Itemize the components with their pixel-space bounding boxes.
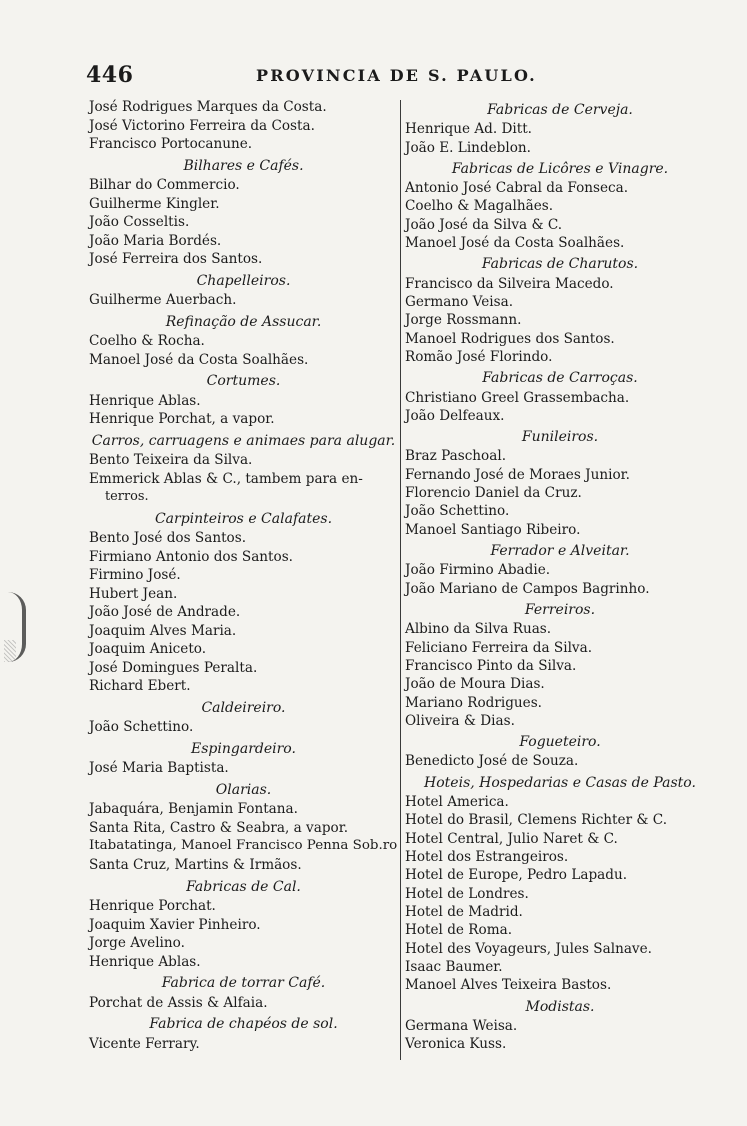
- section-heading: Ferrador e Alveitar.: [490, 543, 630, 560]
- directory-entry: Santa Cruz, Martins & Irmãos.: [89, 857, 302, 874]
- directory-entry: Joaquim Xavier Pinheiro.: [89, 916, 261, 933]
- directory-entry: Benedicto José de Souza.: [405, 753, 579, 770]
- section-heading: Olarias.: [215, 781, 272, 798]
- directory-entry: Fernando José de Moraes Junior.: [405, 466, 630, 483]
- section-heading: Chapelleiros.: [196, 272, 291, 289]
- directory-entry: Hotel de Londres.: [405, 885, 529, 902]
- directory-entry: Manoel Rodrigues dos Santos.: [405, 330, 615, 347]
- directory-entry: João Mariano de Campos Bagrinho.: [405, 580, 650, 597]
- directory-entry: Hotel Central, Julio Naret & C.: [405, 830, 618, 847]
- directory-entry: Santa Rita, Castro & Seabra, a vapor.: [89, 819, 349, 836]
- directory-entry: Francisco Pinto da Silva.: [405, 657, 577, 674]
- directory-entry: Vicente Ferrary.: [89, 1035, 200, 1052]
- directory-entry: Guilherme Auerbach.: [89, 292, 237, 309]
- section-heading: Modistas.: [525, 998, 595, 1015]
- directory-entry: Coelho & Magalhães.: [405, 198, 554, 215]
- directory-entry: Henrique Porchat.: [89, 898, 216, 914]
- directory-entry: Bento Teixeira da Silva.: [89, 452, 253, 469]
- entry-continuation: terros.: [105, 489, 149, 505]
- directory-entry: João Firmino Abadie.: [405, 562, 551, 579]
- directory-entry: Itabatatinga, Manoel Francisco Penna Sob.ro: [89, 838, 398, 854]
- section-heading: Fabricas de Carroças.: [482, 370, 638, 387]
- directory-entry: João de Moura Dias.: [405, 676, 545, 693]
- section-heading: Fabricas de Charutos.: [481, 256, 639, 273]
- left-column: [89, 98, 398, 1053]
- directory-entry: Antonio José Cabral da Fonseca.: [405, 180, 629, 197]
- directory-entry: Manoel José da Costa Soalhães.: [405, 235, 625, 252]
- directory-entry: Hotel de Europe, Pedro Lapadu.: [405, 867, 628, 884]
- section-heading: Espingardeiro.: [191, 740, 296, 757]
- directory-entry: João José de Andrade.: [89, 604, 241, 621]
- directory-entry: Henrique Ad. Ditt.: [405, 121, 532, 138]
- section-heading: Funileiros.: [521, 429, 599, 446]
- section-heading: Fabricas de Cerveja.: [487, 102, 633, 118]
- section-heading: Cortumes.: [206, 373, 281, 390]
- directory-entry: Germana Weisa.: [405, 1017, 518, 1034]
- directory-entry: Hotel de Roma.: [405, 922, 513, 939]
- column-divider: [400, 100, 401, 1060]
- section-heading: Bilhares e Cafés.: [183, 157, 304, 174]
- directory-entry: Jabaquára, Benjamin Fontana.: [89, 801, 298, 818]
- directory-entry: Veronica Kuss.: [405, 1036, 507, 1053]
- directory-entry: José Domingues Peralta.: [89, 659, 258, 676]
- directory-entry: Emmerick Ablas & C., tambem para en-: [89, 470, 363, 487]
- directory-entry: Francisco Portocanune.: [89, 136, 253, 153]
- directory-entry: José Ferreira dos Santos.: [89, 251, 263, 268]
- section-heading: Carpinteiros e Calafates.: [154, 510, 333, 527]
- directory-entry: Braz Paschoal.: [405, 448, 507, 465]
- directory-entry: Oliveira & Dias.: [405, 712, 515, 729]
- directory-entry: Joaquim Aniceto.: [89, 641, 207, 658]
- section-heading: Fabricas de Licôres e Vinagre.: [451, 160, 669, 177]
- section-heading: Ferreiros.: [524, 601, 596, 618]
- directory-entry: Henrique Porchat, a vapor.: [89, 411, 275, 428]
- directory-entry: João E. Lindeblon.: [405, 139, 531, 156]
- directory-entry: Feliciano Ferreira da Silva.: [405, 639, 593, 656]
- directory-entry: Richard Ebert.: [89, 678, 191, 695]
- section-heading: Fabricas de Cal.: [186, 878, 301, 895]
- section-heading: Fabrica de chapéos de sol.: [149, 1016, 338, 1033]
- directory-entry: Henrique Ablas.: [89, 392, 201, 409]
- directory-entry: Coelho & Rocha.: [89, 333, 205, 350]
- directory-entry: Henrique Ablas.: [89, 953, 201, 970]
- running-title: PROVINCIA DE S. PAULO.: [256, 66, 537, 85]
- directory-entry: Guilherme Kingler.: [89, 195, 220, 212]
- directory-entry: José Victorino Ferreira da Costa.: [89, 117, 315, 134]
- directory-entry: Hotel dos Estrangeiros.: [405, 848, 569, 865]
- directory-entry: José Rodrigues Marques da Costa.: [89, 99, 327, 115]
- section-heading: Fogueteiro.: [519, 734, 601, 751]
- directory-entry: Mariano Rodrigues.: [405, 694, 542, 711]
- directory-entry: Firmiano Antonio dos Santos.: [89, 548, 294, 565]
- directory-entry: João Delfeaux.: [405, 407, 505, 424]
- directory-entry: Bilhar do Commercio.: [89, 177, 240, 194]
- directory-entry: Manoel Alves Teixeira Bastos.: [405, 977, 612, 994]
- directory-entry: João Cosseltis.: [89, 214, 190, 231]
- directory-entry: Manoel José da Costa Soalhães.: [89, 351, 309, 368]
- directory-entry: Jorge Rossmann.: [405, 312, 522, 329]
- section-heading: Refinação de Assucar.: [165, 313, 322, 330]
- directory-entry: Porchat de Assis & Alfaia.: [89, 994, 268, 1011]
- section-heading: Caldeireiro.: [201, 700, 286, 716]
- directory-entry: João Schettino.: [89, 719, 194, 736]
- section-heading: Carros, carruagens e animaes para alugar.: [91, 432, 396, 449]
- directory-entry: Florencio Daniel da Cruz.: [405, 485, 582, 502]
- directory-entry: Jorge Avelino.: [89, 935, 185, 952]
- edge-smudge: [4, 640, 16, 662]
- section-heading: Fabrica de torrar Café.: [161, 975, 326, 992]
- directory-entry: Bento José dos Santos.: [89, 530, 247, 547]
- directory-entry: Hotel do Brasil, Clemens Richter & C.: [405, 812, 668, 829]
- section-heading: Hoteis, Hospedarias e Casas de Pasto.: [424, 774, 696, 791]
- directory-entry: Albino da Silva Ruas.: [405, 621, 552, 638]
- directory-entry: Joaquim Alves Maria.: [89, 622, 237, 639]
- directory-entry: Isaac Baumer.: [405, 958, 503, 975]
- directory-entry: Firmino José.: [89, 567, 181, 584]
- page-number: 446: [86, 62, 134, 88]
- directory-entry: Germano Veisa.: [405, 294, 514, 310]
- directory-entry: Christiano Greel Grassembacha.: [405, 389, 630, 406]
- directory-entry: José Maria Baptista.: [89, 760, 229, 777]
- directory-entry: Francisco da Silveira Macedo.: [405, 275, 614, 292]
- right-column: [405, 98, 715, 1053]
- directory-entry: João Schettino.: [405, 503, 510, 520]
- directory-entry: Hotel America.: [405, 793, 509, 810]
- directory-entry: João Maria Bordés.: [89, 232, 222, 249]
- directory-entry: Hotel des Voyageurs, Jules Salnave.: [405, 940, 652, 957]
- directory-entry: Hotel de Madrid.: [405, 903, 523, 920]
- directory-entry: Manoel Santiago Ribeiro.: [405, 521, 581, 538]
- directory-entry: Romão José Florindo.: [405, 348, 553, 365]
- directory-entry: João José da Silva & C.: [405, 216, 563, 233]
- directory-entry: Hubert Jean.: [89, 585, 178, 602]
